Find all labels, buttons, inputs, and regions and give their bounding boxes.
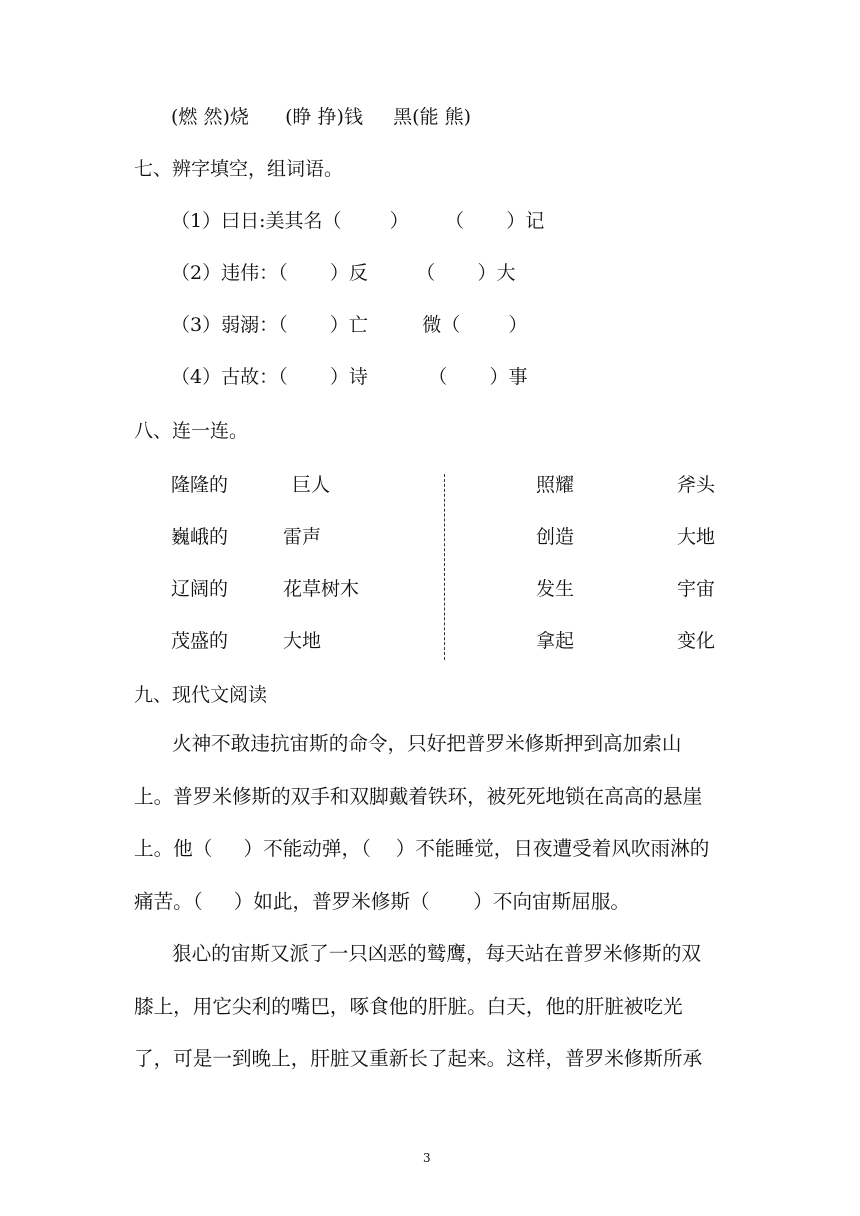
match-left-adjective: 辽阔的 [171, 578, 229, 600]
match-right-object: 变化 [677, 630, 716, 652]
section-9-heading: 九、现代文阅读 [134, 684, 268, 706]
reading-paragraph-2 [134, 928, 732, 1086]
fill-item-1: （1）曰日:美其名（ ） （ ）记 [171, 210, 545, 232]
paragraph-line: 狠心的宙斯又派了一只凶恶的鹫鹰，每天站在普罗米修斯的双 [172, 942, 702, 965]
fill-item-2: （2）违伟：（ ）反 （ ）大 [171, 262, 516, 284]
paragraph-line: 上。普罗米修斯的双手和双脚戴着铁环，被死死地锁在高高的悬崖 [134, 784, 703, 808]
match-right-verb: 拿起 [536, 630, 575, 652]
match-left-adjective: 巍峨的 [171, 526, 229, 548]
match-right-object: 宇宙 [677, 578, 716, 600]
match-left-noun: 雷声 [283, 526, 322, 548]
match-left-noun: 大地 [283, 630, 322, 652]
match-left-adjective: 茂盛的 [171, 630, 229, 652]
section-7-heading: 七、辨字填空，组词语。 [134, 158, 344, 180]
match-right-object: 大地 [677, 526, 716, 548]
match-left-noun: 巨人 [292, 474, 331, 496]
page-number: 3 [423, 1151, 431, 1165]
fill-item-3: （3）弱溺：（ ）亡 微（ ） [171, 314, 528, 336]
section-8-heading: 八、连一连。 [134, 420, 249, 442]
word-choice-options: (燃 然)烧 (睁 挣)钱 黑(能 熊) [171, 106, 472, 128]
paragraph-line: 痛苦。（ ）如此，普罗米修斯（ ）不向宙斯屈服。 [134, 889, 631, 913]
match-left-adjective: 隆隆的 [171, 474, 229, 496]
match-right-verb: 照耀 [536, 474, 575, 496]
match-left-noun: 花草树木 [283, 578, 360, 600]
fill-item-4: （4）古故：（ ）诗 （ ）事 [171, 366, 528, 388]
reading-paragraph-1 [134, 718, 732, 928]
paragraph-line: 膝上，用它尖利的嘴巴，啄食他的肝脏。白天，他的肝脏被吃光 [134, 994, 683, 1018]
match-right-verb: 创造 [536, 526, 575, 548]
match-right-object: 斧头 [677, 474, 716, 496]
match-right-verb: 发生 [536, 578, 575, 600]
paragraph-line: 上。他（ ）不能动弹，（ ）不能睡觉，日夜遭受着风吹雨淋的 [134, 837, 710, 860]
paragraph-line: 了，可是一到晚上，肝脏又重新长了起来。这样，普罗米修斯所承 [134, 1047, 703, 1070]
dashed-divider [444, 474, 445, 660]
paragraph-line: 火神不敢违抗宙斯的命令，只好把普罗米修斯押到高加索山 [172, 732, 682, 755]
